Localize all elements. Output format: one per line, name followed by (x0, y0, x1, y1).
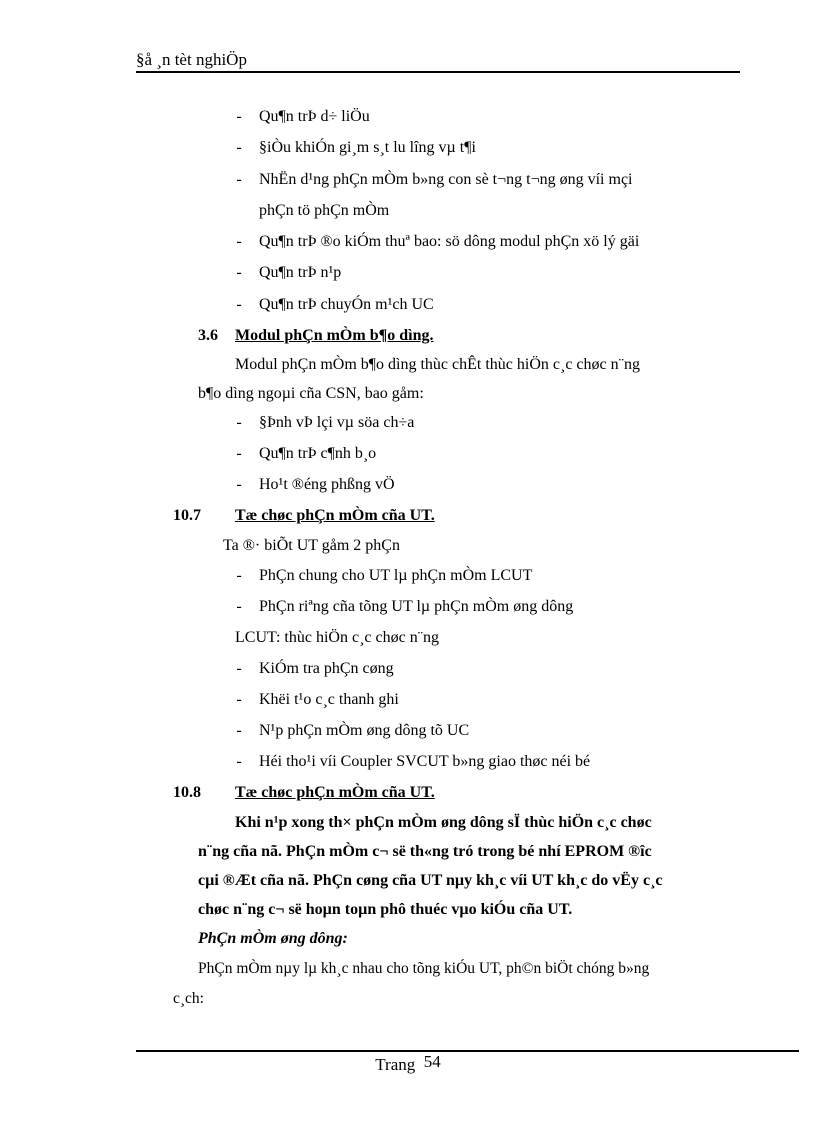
list-item: KiÓm tra phÇn cøng (259, 660, 394, 677)
list-item: §Þnh vÞ lçi vµ söa ch÷a (259, 414, 415, 431)
section-heading: Tæ chøc phÇn mÒm cña UT. (235, 507, 435, 524)
list-item: Qu¶n trÞ n¹p (259, 264, 342, 281)
bullet-dash: - (236, 691, 242, 708)
page-label: Trang (375, 1055, 416, 1074)
paragraph-line: Ta ®· biÕt UT gåm 2 phÇn (223, 537, 400, 554)
section-heading: Modul phÇn mÒm b¶o dìng. (235, 327, 434, 344)
page-number: 54 (423, 1052, 441, 1071)
bullet-dash: - (236, 567, 242, 584)
footer-divider (136, 1050, 799, 1052)
paragraph-line: Khi n¹p xong th× phÇn mÒm øng dông sÏ thùc hiÖn c¸c chøc (235, 814, 652, 831)
bullet-dash: - (236, 753, 242, 770)
list-item: PhÇn chung cho UT lµ phÇn mÒm LCUT (259, 567, 533, 584)
bullet-dash: - (236, 598, 242, 615)
list-item: NhËn d¹ng phÇn mÒm b»ng con sè t¬ng t¬ng øng víi mçi (259, 171, 633, 188)
section-number: 10.7 (173, 507, 201, 524)
paragraph-line: PhÇn mÒm nµy lµ kh¸c nhau cho tõng kiÓu UT, ph©n biÖt chóng b»ng (198, 960, 650, 977)
paragraph-line: n¨ng cña nã. PhÇn mÒm c¬ së th«ng tró trong bé nhí EPROM ®îc (198, 843, 652, 860)
list-item-continuation: phÇn tö phÇn mÒm (259, 202, 390, 219)
list-item: Qu¶n trÞ chuyÓn m¹ch UC (259, 296, 434, 313)
bullet-dash: - (236, 445, 242, 462)
paragraph-line: b¶o dìng ngoµi cña CSN, bao gåm: (198, 385, 424, 402)
list-item: Qu¶n trÞ c¶nh b¸o (259, 445, 377, 462)
bullet-dash: - (236, 264, 242, 281)
section-number: 3.6 (198, 327, 218, 344)
bullet-dash: - (236, 171, 242, 188)
bullet-dash: - (236, 233, 242, 250)
section-heading: Tæ chøc phÇn mÒm cña UT. (235, 784, 435, 801)
paragraph-line: Modul phÇn mÒm b¶o dìng thùc chÊt thùc hiÖn c¸c chøc n¨ng (235, 356, 640, 373)
list-item: N¹p phÇn mÒm øng dông tõ UC (259, 722, 470, 739)
list-item: Qu¶n trÞ d÷ liÖu (259, 108, 370, 125)
header-divider (136, 71, 740, 73)
list-item: Qu¶n trÞ ®o kiÓm thuª bao: sö dông modul phÇn xö lý gäi (259, 233, 640, 250)
bullet-dash: - (236, 296, 242, 313)
page-footer (0, 1052, 816, 1075)
list-item: PhÇn riªng cña tõng UT lµ phÇn mÒm øng dông (259, 598, 574, 615)
subheading: PhÇn mÒm øng dông: (198, 930, 348, 947)
paragraph-line: chøc n¨ng c¬ së hoµn toµn phô thuéc vµo kiÓu cña UT. (198, 901, 573, 918)
bullet-dash: - (236, 108, 242, 125)
list-item: Héi tho¹i víi Coupler SVCUT b»ng giao thøc néi bé (259, 753, 591, 770)
bullet-dash: - (236, 660, 242, 677)
list-item: Khëi t¹o c¸c thanh ghi (259, 691, 399, 708)
section-number: 10.8 (173, 784, 201, 801)
bullet-dash: - (236, 414, 242, 431)
paragraph-line: c¸ch: (173, 990, 204, 1007)
bullet-dash: - (236, 139, 242, 156)
bullet-dash: - (236, 476, 242, 493)
paragraph-line: cµi ®Æt cña nã. PhÇn cøng cña UT nµy kh¸c víi UT kh¸c do vËy c¸c (198, 872, 663, 889)
paragraph-line: LCUT: thùc hiÖn c¸c chøc n¨ng (235, 629, 440, 646)
list-item: Ho¹t ®éng phßng vÖ (259, 476, 395, 493)
list-item: §iÒu khiÓn gi¸m s¸t lu lîng vµ t¶i (259, 139, 476, 156)
bullet-dash: - (236, 722, 242, 739)
document-header-title: §å ¸n tèt nghiÖp (136, 50, 247, 69)
